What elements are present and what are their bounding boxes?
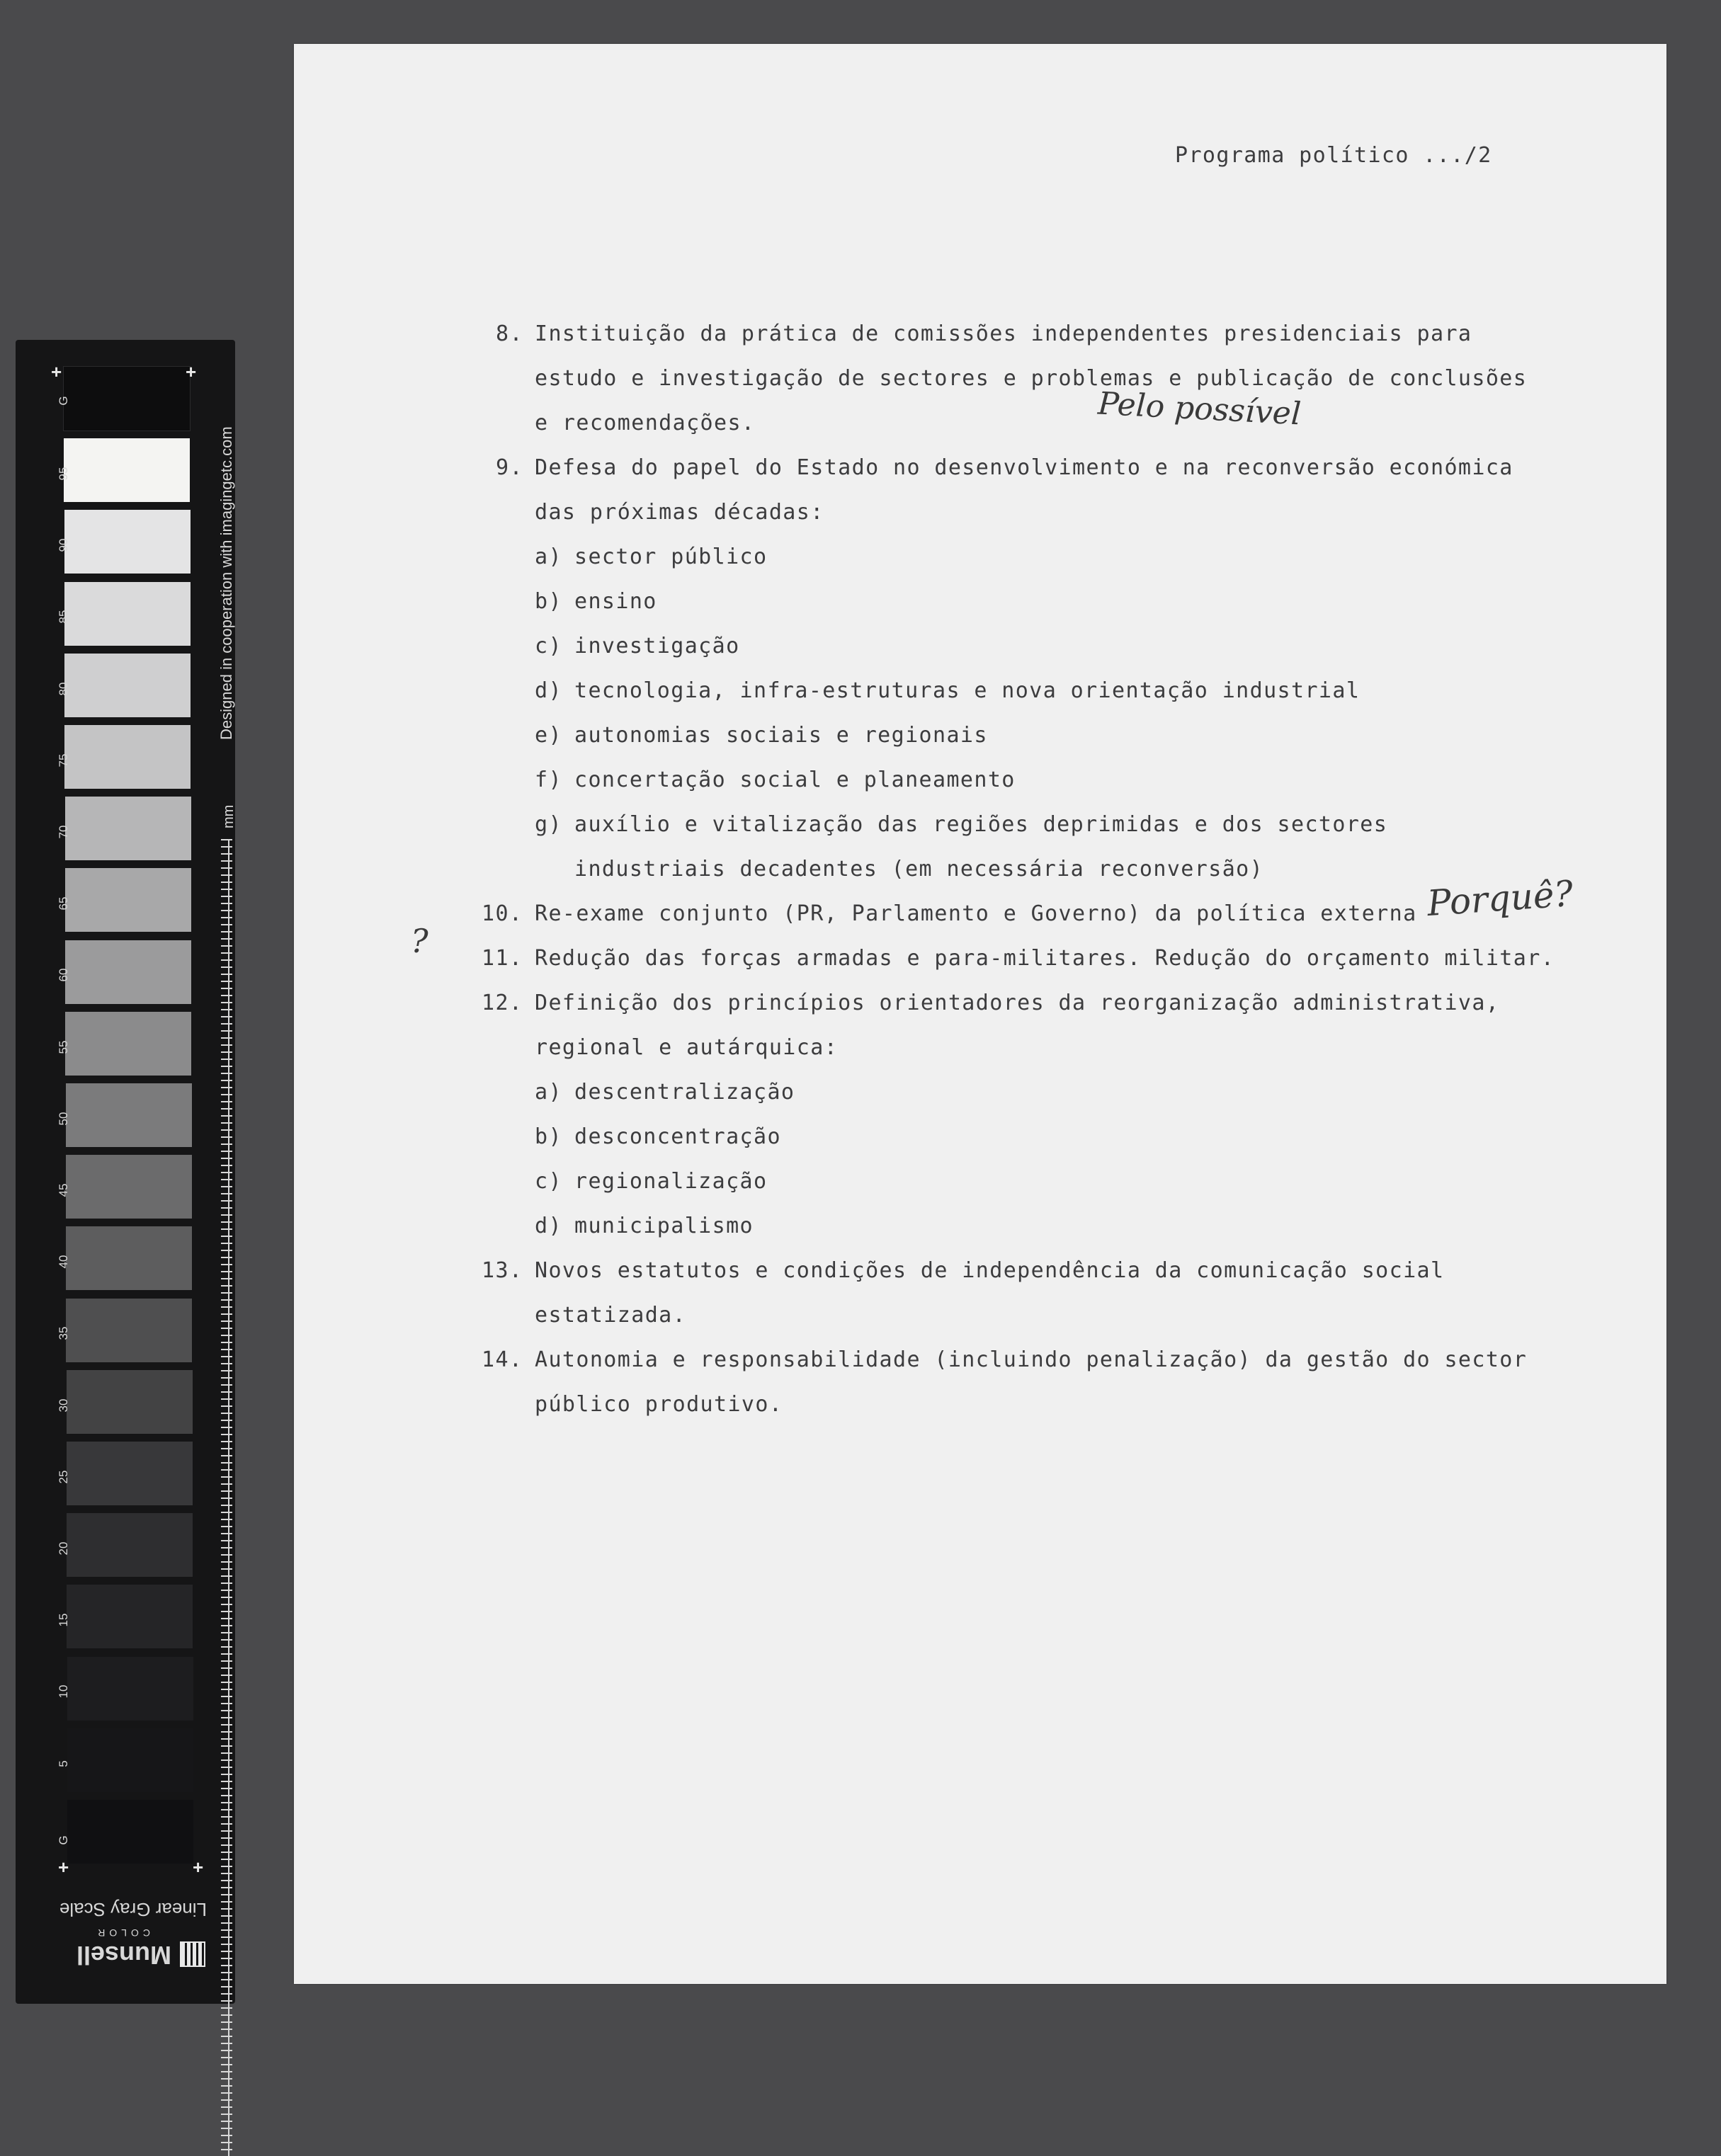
gray-patch: [67, 1585, 193, 1648]
subitem-line: concertação social e planeamento: [574, 768, 1016, 792]
gray-patch: [67, 1800, 193, 1864]
scale-number: 55: [57, 1040, 70, 1054]
subitem-line: sector público: [574, 544, 768, 569]
plus-mark-bottom-left: +: [58, 1856, 69, 1878]
subitem-line: descentralização: [574, 1080, 795, 1105]
gray-patch: [66, 1299, 192, 1362]
handwritten-note-item8: Pelo possível: [1096, 385, 1302, 433]
subitem-line: investigação: [574, 634, 740, 658]
strip-top-label: G: [57, 396, 70, 406]
gray-patch: [67, 1370, 193, 1434]
scale-number: 50: [57, 1112, 70, 1126]
item-line: estudo e investigação de sectores e problemas e publicação de conclusões: [535, 366, 1528, 391]
item-line: Defesa do papel do Estado no desenvolvimento e na reconversão económica: [535, 455, 1513, 480]
scale-number: 15: [57, 1613, 70, 1627]
gray-patch: [64, 510, 191, 574]
scale-number: 70: [57, 825, 70, 839]
subitem-line: ensino: [574, 589, 657, 614]
item-number: 13.: [482, 1258, 523, 1283]
item-number: 12.: [482, 991, 523, 1015]
item-number: 9.: [496, 455, 523, 480]
subitem-letter: a): [535, 544, 562, 569]
gray-patch: [65, 1012, 191, 1076]
item-line: estatizada.: [535, 1303, 687, 1328]
gray-patch: [64, 654, 191, 717]
gray-patch: [64, 582, 191, 646]
subitem-line: municipalismo: [574, 1214, 754, 1238]
page-header: Programa político .../2: [1175, 143, 1492, 168]
item-line: e recomendações.: [535, 411, 756, 435]
subitem-letter: a): [535, 1080, 562, 1105]
munsell-logo-text: Munsell: [76, 1941, 171, 1970]
subitem-line: desconcentração: [574, 1124, 781, 1149]
subitem-letter: c): [535, 634, 562, 658]
mm-ruler: [221, 839, 232, 2156]
gray-patch: [66, 1155, 192, 1219]
item-number: 10.: [482, 901, 523, 926]
scale-number: 60: [57, 968, 70, 982]
item-line: Autonomia e responsabilidade (incluindo penalização) da gestão do sector: [535, 1347, 1528, 1372]
scale-number: 95: [57, 467, 70, 481]
plus-mark-bottom-right: +: [193, 1856, 204, 1878]
handwritten-margin-mark: ?: [411, 922, 428, 960]
plus-mark-top-right: +: [186, 361, 197, 382]
gray-patch: [64, 438, 190, 502]
scale-number: 5: [57, 1759, 70, 1767]
scale-number: 80: [57, 682, 70, 696]
scale-number: 35: [57, 1326, 70, 1340]
item-line: Instituição da prática de comissões independentes presidenciais para: [535, 321, 1472, 346]
item-number: 8.: [496, 321, 523, 346]
subitem-line: autonomias sociais e regionais: [574, 723, 988, 748]
item-number: 14.: [482, 1347, 523, 1372]
scale-number: 25: [57, 1470, 70, 1484]
gray-patch: [67, 1513, 193, 1577]
subitem-line: regionalização: [574, 1169, 768, 1194]
subitem-letter: c): [535, 1169, 562, 1194]
subitem-line: auxílio e vitalização das regiões deprimidas e dos sectores: [574, 812, 1388, 837]
item-line: regional e autárquica:: [535, 1035, 839, 1060]
ruler-unit: mm: [221, 804, 237, 828]
scale-number: 65: [57, 896, 70, 911]
subitem-letter: d): [535, 1214, 562, 1238]
item-line: das próximas décadas:: [535, 500, 824, 525]
document-page: [294, 44, 1666, 1984]
gray-patch: [66, 1083, 192, 1147]
scale-number: 40: [57, 1255, 70, 1269]
item-line: público produtivo.: [535, 1392, 783, 1417]
item-line: Definição dos princípios orientadores da reorganização administrativa,: [535, 991, 1500, 1015]
munsell-logo-sub: COLOR: [93, 1927, 150, 1939]
scale-number: 30: [57, 1398, 70, 1413]
gray-patch: [66, 1226, 192, 1290]
scale-number: 10: [57, 1684, 70, 1699]
gray-patch: [67, 1657, 193, 1721]
gray-patch: [65, 940, 191, 1004]
gray-patch: [64, 725, 191, 789]
scale-number: 85: [57, 610, 70, 624]
gray-patch: [67, 1728, 193, 1792]
strip-credit: Designed in cooperation with imagingetc.com: [217, 426, 235, 740]
subitem-line: industriais decadentes (em necessária reconversão): [574, 857, 1264, 882]
handwritten-note-item10: Porquê?: [1426, 872, 1575, 925]
plus-mark-top-left: +: [51, 361, 62, 382]
subitem-letter: g): [535, 812, 562, 837]
item-line: Novos estatutos e condições de independência da comunicação social: [535, 1258, 1445, 1283]
strip-bottom-label: G: [57, 1835, 70, 1845]
gray-patch: [67, 1442, 193, 1505]
subitem-letter: b): [535, 589, 562, 614]
item-number: 11.: [482, 946, 523, 971]
gray-scale-calibration-strip: [16, 340, 235, 2004]
subitem-letter: d): [535, 678, 562, 703]
subitem-letter: b): [535, 1124, 562, 1149]
subitem-line: tecnologia, infra-estruturas e nova orientação industrial: [574, 678, 1361, 703]
munsell-grid-icon: [180, 1941, 205, 1967]
scale-number: 45: [57, 1183, 70, 1197]
item-line: Redução das forças armadas e para-militares. Redução do orçamento militar.: [535, 946, 1555, 971]
item-line: Re-exame conjunto (PR, Parlamento e Governo) da política externa: [535, 901, 1417, 926]
subitem-letter: e): [535, 723, 562, 748]
scale-number: 90: [57, 538, 70, 552]
gray-patch: [65, 868, 191, 932]
scale-number: 75: [57, 753, 70, 768]
strip-title: Linear Gray Scale: [59, 1899, 207, 1920]
scale-number: 20: [57, 1541, 70, 1556]
gray-patch: [65, 797, 191, 860]
gray-patch: [64, 367, 190, 430]
subitem-letter: f): [535, 768, 562, 792]
